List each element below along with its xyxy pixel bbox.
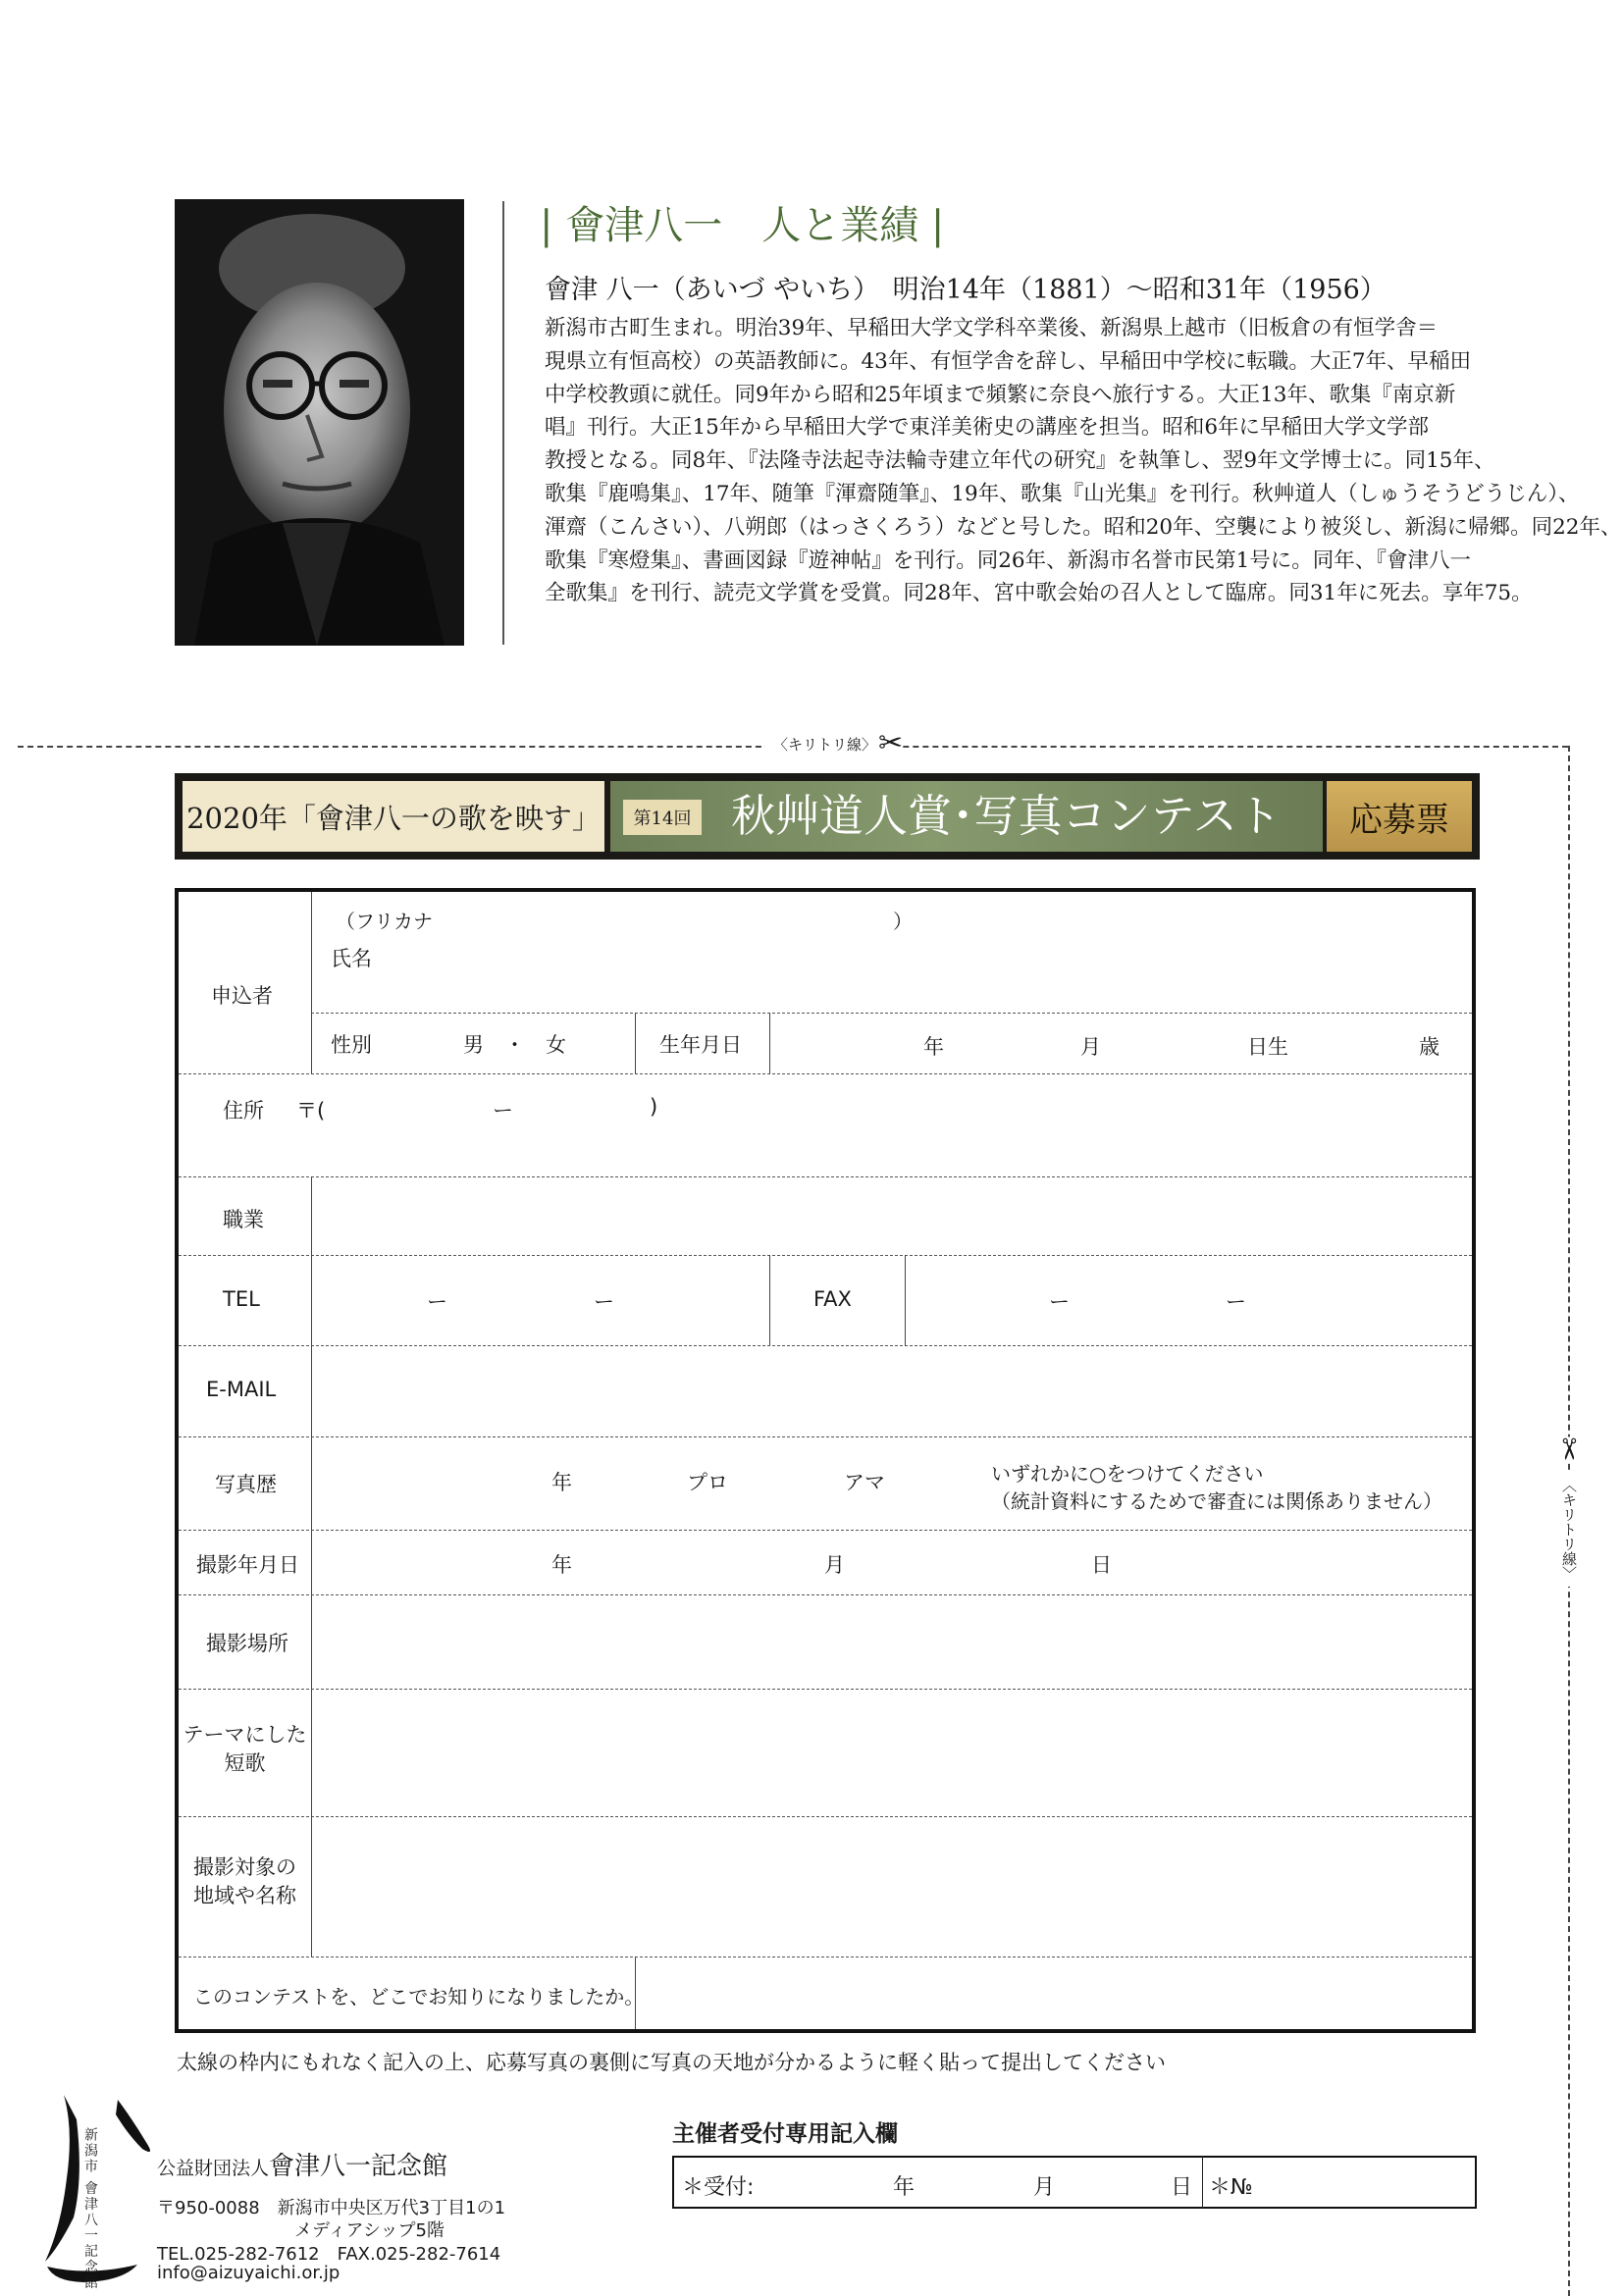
scissors-icon: ✂ xyxy=(878,726,904,760)
col-divider xyxy=(311,1176,312,1957)
reception-received-label: ＊受付: xyxy=(682,2175,755,2200)
col-divider xyxy=(769,1255,770,1345)
postal-prefix: 〒( xyxy=(296,1099,326,1122)
circle-instruction: いずれかに○をつけてください xyxy=(991,1462,1264,1486)
fax-field[interactable] xyxy=(907,1257,1472,1344)
name-label: 氏名 xyxy=(331,947,372,970)
reception-divider xyxy=(1202,2156,1203,2209)
how-known-label: このコンテストを、どこでお知りになりましたか。 xyxy=(193,1985,645,2009)
reception-month-unit: 月 xyxy=(1033,2175,1056,2200)
bio-name-line: 會津 八一（あいづ やいち） 明治14年（1881）～昭和31年（1956） xyxy=(545,275,1387,305)
bio-divider xyxy=(502,201,504,645)
shoot-place-label: 撮影場所 xyxy=(206,1632,288,1655)
age-unit: 歳 xyxy=(1419,1035,1440,1059)
col-divider xyxy=(311,892,312,1073)
birth-day-unit: 日生 xyxy=(1247,1035,1288,1059)
photo-history-label: 写真歴 xyxy=(215,1473,277,1496)
bio-line: 全歌集』を刊行、読売文学賞を受賞。同28年、宮中歌会始の召人として臨席。同31年に死去。享年75。 xyxy=(545,581,1533,606)
bio-line: 現県立有恒高校）の英語教師に。43年、有恒学舎を辞し、早稲田中学校に転職。大正7年、早稲田 xyxy=(545,348,1472,374)
birthdate-label: 生年月日 xyxy=(659,1033,742,1057)
scissors-icon: ✂ xyxy=(1550,1436,1586,1462)
occupation-label: 職業 xyxy=(223,1208,264,1231)
row-divider xyxy=(179,1816,1472,1817)
birthdate-field[interactable] xyxy=(771,1014,1472,1072)
logo-vertical-text: 新潟市 會津八一記念館 xyxy=(82,2127,98,2291)
bio-line: 歌集『寒燈集』、書画図録『遊神帖』を刊行。同26年、新潟市名誉市民第1号に。同年、『會津八一 xyxy=(545,548,1472,573)
photo-history-field[interactable] xyxy=(314,1438,1472,1529)
tel-label: TEL xyxy=(223,1287,260,1311)
org-address-building: メディアシップ5階 xyxy=(294,2220,445,2241)
museum-logo xyxy=(39,2090,167,2286)
reception-box xyxy=(672,2156,1477,2209)
shoot-place-field[interactable] xyxy=(314,1596,1472,1688)
row-divider xyxy=(179,1689,1472,1690)
banner-contest-title: 秋艸道人賞･写真コンテスト xyxy=(731,790,1282,842)
row-divider xyxy=(179,1073,1472,1074)
row-divider xyxy=(179,1594,1472,1595)
address-field[interactable] xyxy=(296,1075,1472,1175)
bio-text xyxy=(545,312,1622,610)
postal-close: ) xyxy=(650,1095,658,1119)
address-label: 住所 xyxy=(223,1099,264,1122)
banner-edition-badge: 第14回 xyxy=(623,800,702,835)
shoot-year-unit: 年 xyxy=(551,1553,572,1577)
row-divider xyxy=(179,1345,1472,1346)
bio-line: 歌集『鹿鳴集』、17年、随筆『渾齋随筆』、19年、歌集『山光集』を刊行。秋艸道人（しゅうそうどうじん）、 xyxy=(545,481,1580,506)
shoot-date-field[interactable] xyxy=(314,1532,1472,1593)
sex-label: 性別 xyxy=(331,1033,372,1057)
org-name xyxy=(157,2146,447,2182)
subject-label xyxy=(179,1853,311,1910)
reception-year-unit: 年 xyxy=(893,2175,916,2200)
furigana-close: ） xyxy=(893,910,913,933)
theme-label-line: 短歌 xyxy=(224,1751,266,1775)
museum-logo-mark xyxy=(39,2090,167,2286)
applicant-label: 申込者 xyxy=(211,984,273,1008)
theme-tanka-field[interactable] xyxy=(314,1691,1472,1815)
col-divider xyxy=(635,1013,636,1073)
bio-line: 新潟市古町生まれ。明治39年、早稲田大学文学科卒業後、新潟県上越市（旧板倉の有恒学舎＝ xyxy=(545,316,1439,340)
submission-note: 太線の枠内にもれなく記入の上、応募写真の裏側に写真の天地が分かるように軽く貼って提出してください xyxy=(177,2051,1166,2074)
portrait-illustration xyxy=(175,199,464,646)
theme-label-line: テーマにした xyxy=(183,1723,307,1747)
reception-title: 主催者受付専用記入欄 xyxy=(672,2121,898,2147)
name-field[interactable] xyxy=(314,892,1472,1012)
postal-dash: ー xyxy=(493,1099,513,1122)
amateur-option[interactable]: アマ xyxy=(844,1471,885,1494)
theme-tanka-label xyxy=(179,1721,311,1778)
how-known-field[interactable] xyxy=(638,1958,1472,2029)
row-divider xyxy=(179,1255,1472,1256)
email-label: E-MAIL xyxy=(206,1378,277,1401)
birth-month-unit: 月 xyxy=(1080,1035,1101,1059)
org-email[interactable]: info@aizuyaichi.or.jp xyxy=(157,2263,340,2283)
occupation-field[interactable] xyxy=(314,1178,1472,1254)
portrait-photo xyxy=(175,199,464,646)
furigana-label: （フリカナ xyxy=(336,910,433,933)
reception-number-label: ＊№ xyxy=(1209,2175,1253,2200)
shoot-date-label: 撮影年月日 xyxy=(196,1553,299,1577)
cut-line-label-vertical: 〈キリトリ線〉 xyxy=(1560,1472,1580,1587)
email-field[interactable] xyxy=(314,1347,1472,1435)
subject-label-line: 地域や名称 xyxy=(193,1884,296,1907)
org-prefix: 公益財団法人 xyxy=(157,2158,270,2179)
fax-dash: ー xyxy=(1049,1290,1070,1314)
fax-dash: ー xyxy=(1226,1290,1246,1314)
shoot-day-unit: 日 xyxy=(1091,1553,1112,1577)
statistics-note: （統計資料にするためで審査には関係ありません） xyxy=(991,1489,1442,1513)
shoot-month-unit: 月 xyxy=(824,1553,845,1577)
cut-line-label: 〈キリトリ線〉 xyxy=(765,734,884,755)
tel-dash: ー xyxy=(594,1290,614,1314)
bio-line: 教授となる。同8年、『法隆寺法起寺法輪寺建立年代の研究』を執筆し、翌9年文学博士に。同15年、 xyxy=(545,448,1495,474)
subject-field[interactable] xyxy=(314,1818,1472,1956)
years-unit: 年 xyxy=(551,1471,572,1494)
application-form xyxy=(175,888,1476,2033)
bio-title: | 會津八一 人と業績 | xyxy=(540,203,945,248)
birth-year-unit: 年 xyxy=(923,1035,944,1059)
bio-line: 唱』刊行。大正15年から早稲田大学で東洋美術史の講座を担当。昭和6年に早稲田大学文学部 xyxy=(545,415,1430,441)
bio-line: 中学校教頭に就任。同9年から昭和25年頃まで頻繁に奈良へ旅行する。大正13年、歌集『南京新 xyxy=(545,382,1456,407)
banner-event-title: 2020年「會津八一の歌を映す」 xyxy=(183,781,604,852)
banner-form-label: 応募票 xyxy=(1327,781,1472,852)
bio-line: 渾齋（こんさい）、八朔郎（はっさくろう）などと号した。昭和20年、空襲により被災し、新潟に帰郷。同22年、 xyxy=(545,514,1622,540)
org-tel-fax: TEL.025-282-7612 FAX.025-282-7614 xyxy=(157,2244,501,2265)
org-address: 〒950-0088 新潟市中央区万代3丁目1の1 xyxy=(157,2198,506,2218)
tel-field[interactable] xyxy=(314,1257,767,1344)
row-divider xyxy=(179,1530,1472,1531)
subject-label-line: 撮影対象の xyxy=(193,1855,296,1879)
reception-day-unit: 日 xyxy=(1171,2175,1193,2200)
pro-option[interactable]: プロ xyxy=(687,1471,728,1494)
col-divider xyxy=(769,1013,770,1073)
sex-options[interactable]: 男 ・ 女 xyxy=(463,1033,566,1057)
row-divider xyxy=(179,1176,1472,1177)
row-divider xyxy=(179,1436,1472,1437)
org-title: 會津八一記念館 xyxy=(269,2152,448,2181)
fax-label: FAX xyxy=(813,1287,852,1311)
tel-dash: ー xyxy=(427,1290,447,1314)
col-divider xyxy=(905,1255,906,1345)
